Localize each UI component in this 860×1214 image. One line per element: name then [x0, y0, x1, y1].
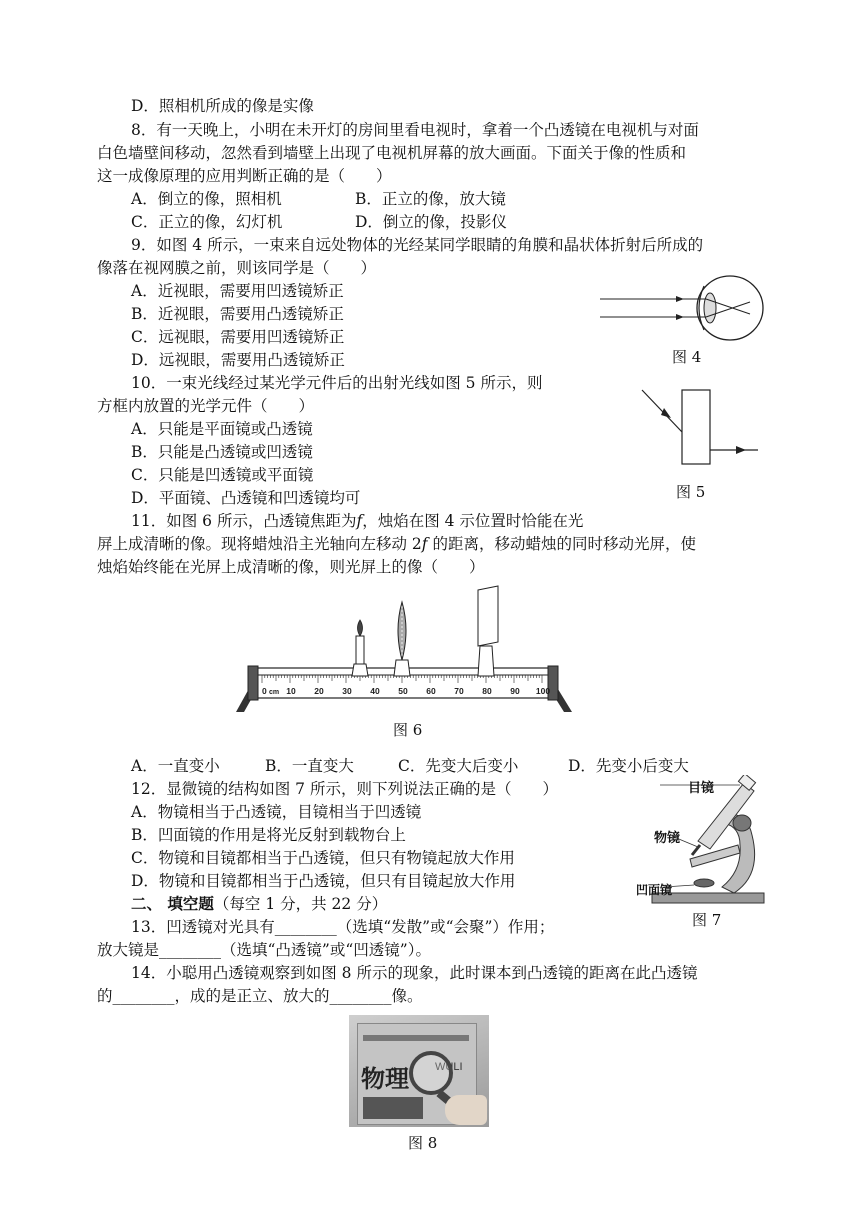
q11-stem-line1 — [131, 510, 583, 532]
objective-label: 物镜 — [654, 831, 681, 846]
ray-arrow — [676, 314, 684, 320]
q9-stem-line2: 像落在视网膜之前，则该同学是（ ） — [97, 259, 377, 277]
q9-option-a: A．近视眼，需要用凹透镜矫正 — [131, 282, 344, 300]
book-lower-panel — [363, 1097, 423, 1119]
ruler-tick-label: 40 — [370, 686, 380, 696]
figure-4-eye-diagram — [600, 268, 770, 348]
section2-heading — [131, 893, 387, 915]
figure-6-caption: 图 6 — [393, 721, 423, 739]
q13-line2: 放大镜是________（选填“凸透镜”或“凹透镜”）。 — [97, 941, 431, 959]
figure-5-caption: 图 5 — [676, 483, 706, 501]
q11-option-d: D．先变小后变大 — [568, 757, 689, 775]
q13-line1: 13．凹透镜对光具有________（选填“发散”或“会聚”）作用； — [131, 918, 555, 936]
q10-option-d: D．平面镜、凸透镜和凹透镜均可 — [131, 489, 361, 507]
q8-option-d: D．倒立的像，投影仪 — [355, 213, 507, 231]
eyepiece-label: 目镜 — [688, 781, 715, 796]
light-screen — [478, 586, 498, 676]
incident-ray — [642, 390, 682, 432]
candle-body — [356, 636, 364, 664]
rail-end-left — [248, 666, 258, 700]
q11-stem-line2 — [97, 533, 696, 555]
ruler-tick-label: 90 — [510, 686, 520, 696]
candle — [352, 620, 368, 676]
figure-8-photo — [349, 1015, 489, 1127]
q9-option-d: D．远视眼，需要用凸透镜矫正 — [131, 351, 345, 369]
q12-option-d: D．物镜和目镜都相当于凸透镜，但只有目镜起放大作用 — [131, 872, 516, 890]
q10-option-a: A．只能是平面镜或凸透镜 — [131, 420, 313, 438]
ruler-tick-label: 50 — [398, 686, 408, 696]
screen-holder — [478, 646, 494, 676]
screen-panel — [478, 586, 498, 646]
section2-title: 二、 填空题 — [131, 894, 214, 913]
q10-stem-line1: 10．一束光线经过某光学元件后的出射光线如图 5 所示，则 — [131, 374, 543, 392]
q12-option-c: C．物镜和目镜都相当于凸透镜，但只有物镜起放大作用 — [131, 849, 515, 867]
figure-8-caption: 图 8 — [408, 1134, 438, 1152]
magnifier-lens — [409, 1051, 453, 1095]
q9-option-c: C．远视眼，需要用凹透镜矫正 — [131, 328, 345, 346]
q8-option-b: B．正立的像，放大镜 — [355, 190, 506, 208]
concave-mirror — [694, 879, 714, 887]
focal-length-symbol: f — [356, 512, 363, 530]
focus-knob — [733, 815, 751, 831]
q11-stem-line2-b: 的距离，移动蜡烛的同时移动光屏，使 — [427, 535, 696, 553]
ruler-tick-label: 80 — [482, 686, 492, 696]
ruler-tick-label: 100 — [535, 686, 551, 696]
q11-option-c: C．先变大后变小 — [398, 757, 519, 775]
q8-option-a: A．倒立的像，照相机 — [131, 190, 282, 208]
ruler-tick-label: 10 — [286, 686, 296, 696]
q8-stem-line2: 白色墙壁间移动，忽然看到墙壁上出现了电视机屏幕的放大画面。下面关于像的性质和 — [97, 144, 687, 162]
q8-option-c: C．正立的像，幻灯机 — [131, 213, 283, 231]
crystalline-lens — [704, 293, 716, 323]
q8-stem-line3: 这一成像原理的应用判断正确的是（ ） — [97, 167, 392, 185]
figure-6-optical-bench — [232, 584, 576, 718]
q12-option-b: B．凹面镜的作用是将光反射到载物台上 — [131, 826, 406, 844]
q11-stem-line3: 烛焰始终能在光屏上成清晰的像，则光屏上的像（ ） — [97, 558, 485, 576]
q7-option-d: D．照相机所成的像是实像 — [131, 97, 314, 115]
ruler-unit: cm — [269, 689, 280, 696]
figure-7-microscope — [632, 775, 772, 905]
convex-lens — [394, 602, 410, 676]
candle-flame — [358, 620, 363, 636]
q9-option-b: B．近视眼，需要用凸透镜矫正 — [131, 305, 344, 323]
q14-line1: 14．小聪用凸透镜观察到如图 8 所示的现象，此时课本到凸透镜的距离在此凸透镜 — [131, 964, 698, 982]
section2-note: （每空 1 分，共 22 分） — [213, 895, 388, 913]
q11-stem-line1-a: 11．如图 6 所示，凸透镜焦距为 — [131, 512, 357, 530]
figure-7-caption: 图 7 — [692, 911, 722, 929]
ruler-tick-label: 20 — [314, 686, 324, 696]
book-title: 物理 — [361, 1065, 409, 1093]
q8-stem-line1: 8．有一天晚上，小明在未开灯的房间里看电视时，拿着一个凸透镜在电视机与对面 — [131, 121, 699, 139]
focal-length-symbol: f — [421, 535, 428, 553]
q9-stem-line1: 9．如图 4 所示，一束来自远处物体的光经某同学眼睛的角膜和晶状体折射后所成的 — [131, 236, 704, 254]
hand — [445, 1095, 487, 1125]
emergent-arrow — [736, 446, 746, 454]
book-subtitle: WULI — [435, 1061, 463, 1073]
q14-line2: 的________，成的是正立、放大的________像。 — [97, 987, 423, 1005]
q10-option-c: C．只能是凹透镜或平面镜 — [131, 466, 314, 484]
cornea — [699, 286, 704, 330]
candle-holder — [352, 664, 368, 676]
optical-element-box — [682, 390, 710, 464]
q10-stem-line2: 方框内放置的光学元件（ ） — [97, 397, 315, 415]
incident-arrow — [661, 408, 671, 418]
ruler-tick-label: 30 — [342, 686, 352, 696]
ruler-tick-label: 70 — [454, 686, 464, 696]
q11-option-b: B．一直变大 — [265, 757, 354, 775]
lens-holder — [394, 660, 410, 676]
concave-mirror-label: 凹面镜 — [636, 883, 673, 897]
q11-stem-line1-b: ，烛焰在图 4 示位置时恰能在光 — [362, 512, 584, 530]
ruler-tick-label: 0 — [262, 686, 267, 696]
figure-5-optical-box — [640, 384, 770, 470]
figure-4-caption: 图 4 — [672, 348, 702, 366]
ruler-tick-label: 60 — [426, 686, 436, 696]
q12-option-a: A．物镜相当于凸透镜，目镜相当于凹透镜 — [131, 803, 422, 821]
q10-option-b: B．只能是凸透镜或凹透镜 — [131, 443, 313, 461]
q11-option-a: A．一直变小 — [131, 757, 220, 775]
q11-stem-line2-a: 屏上成清晰的像。现将蜡烛沿主光轴向左移动 2 — [97, 535, 422, 553]
q12-stem: 12．显微镜的结构如图 7 所示，则下列说法正确的是（ ） — [131, 780, 558, 798]
ray-arrow — [676, 296, 684, 302]
book-banner — [363, 1035, 469, 1041]
